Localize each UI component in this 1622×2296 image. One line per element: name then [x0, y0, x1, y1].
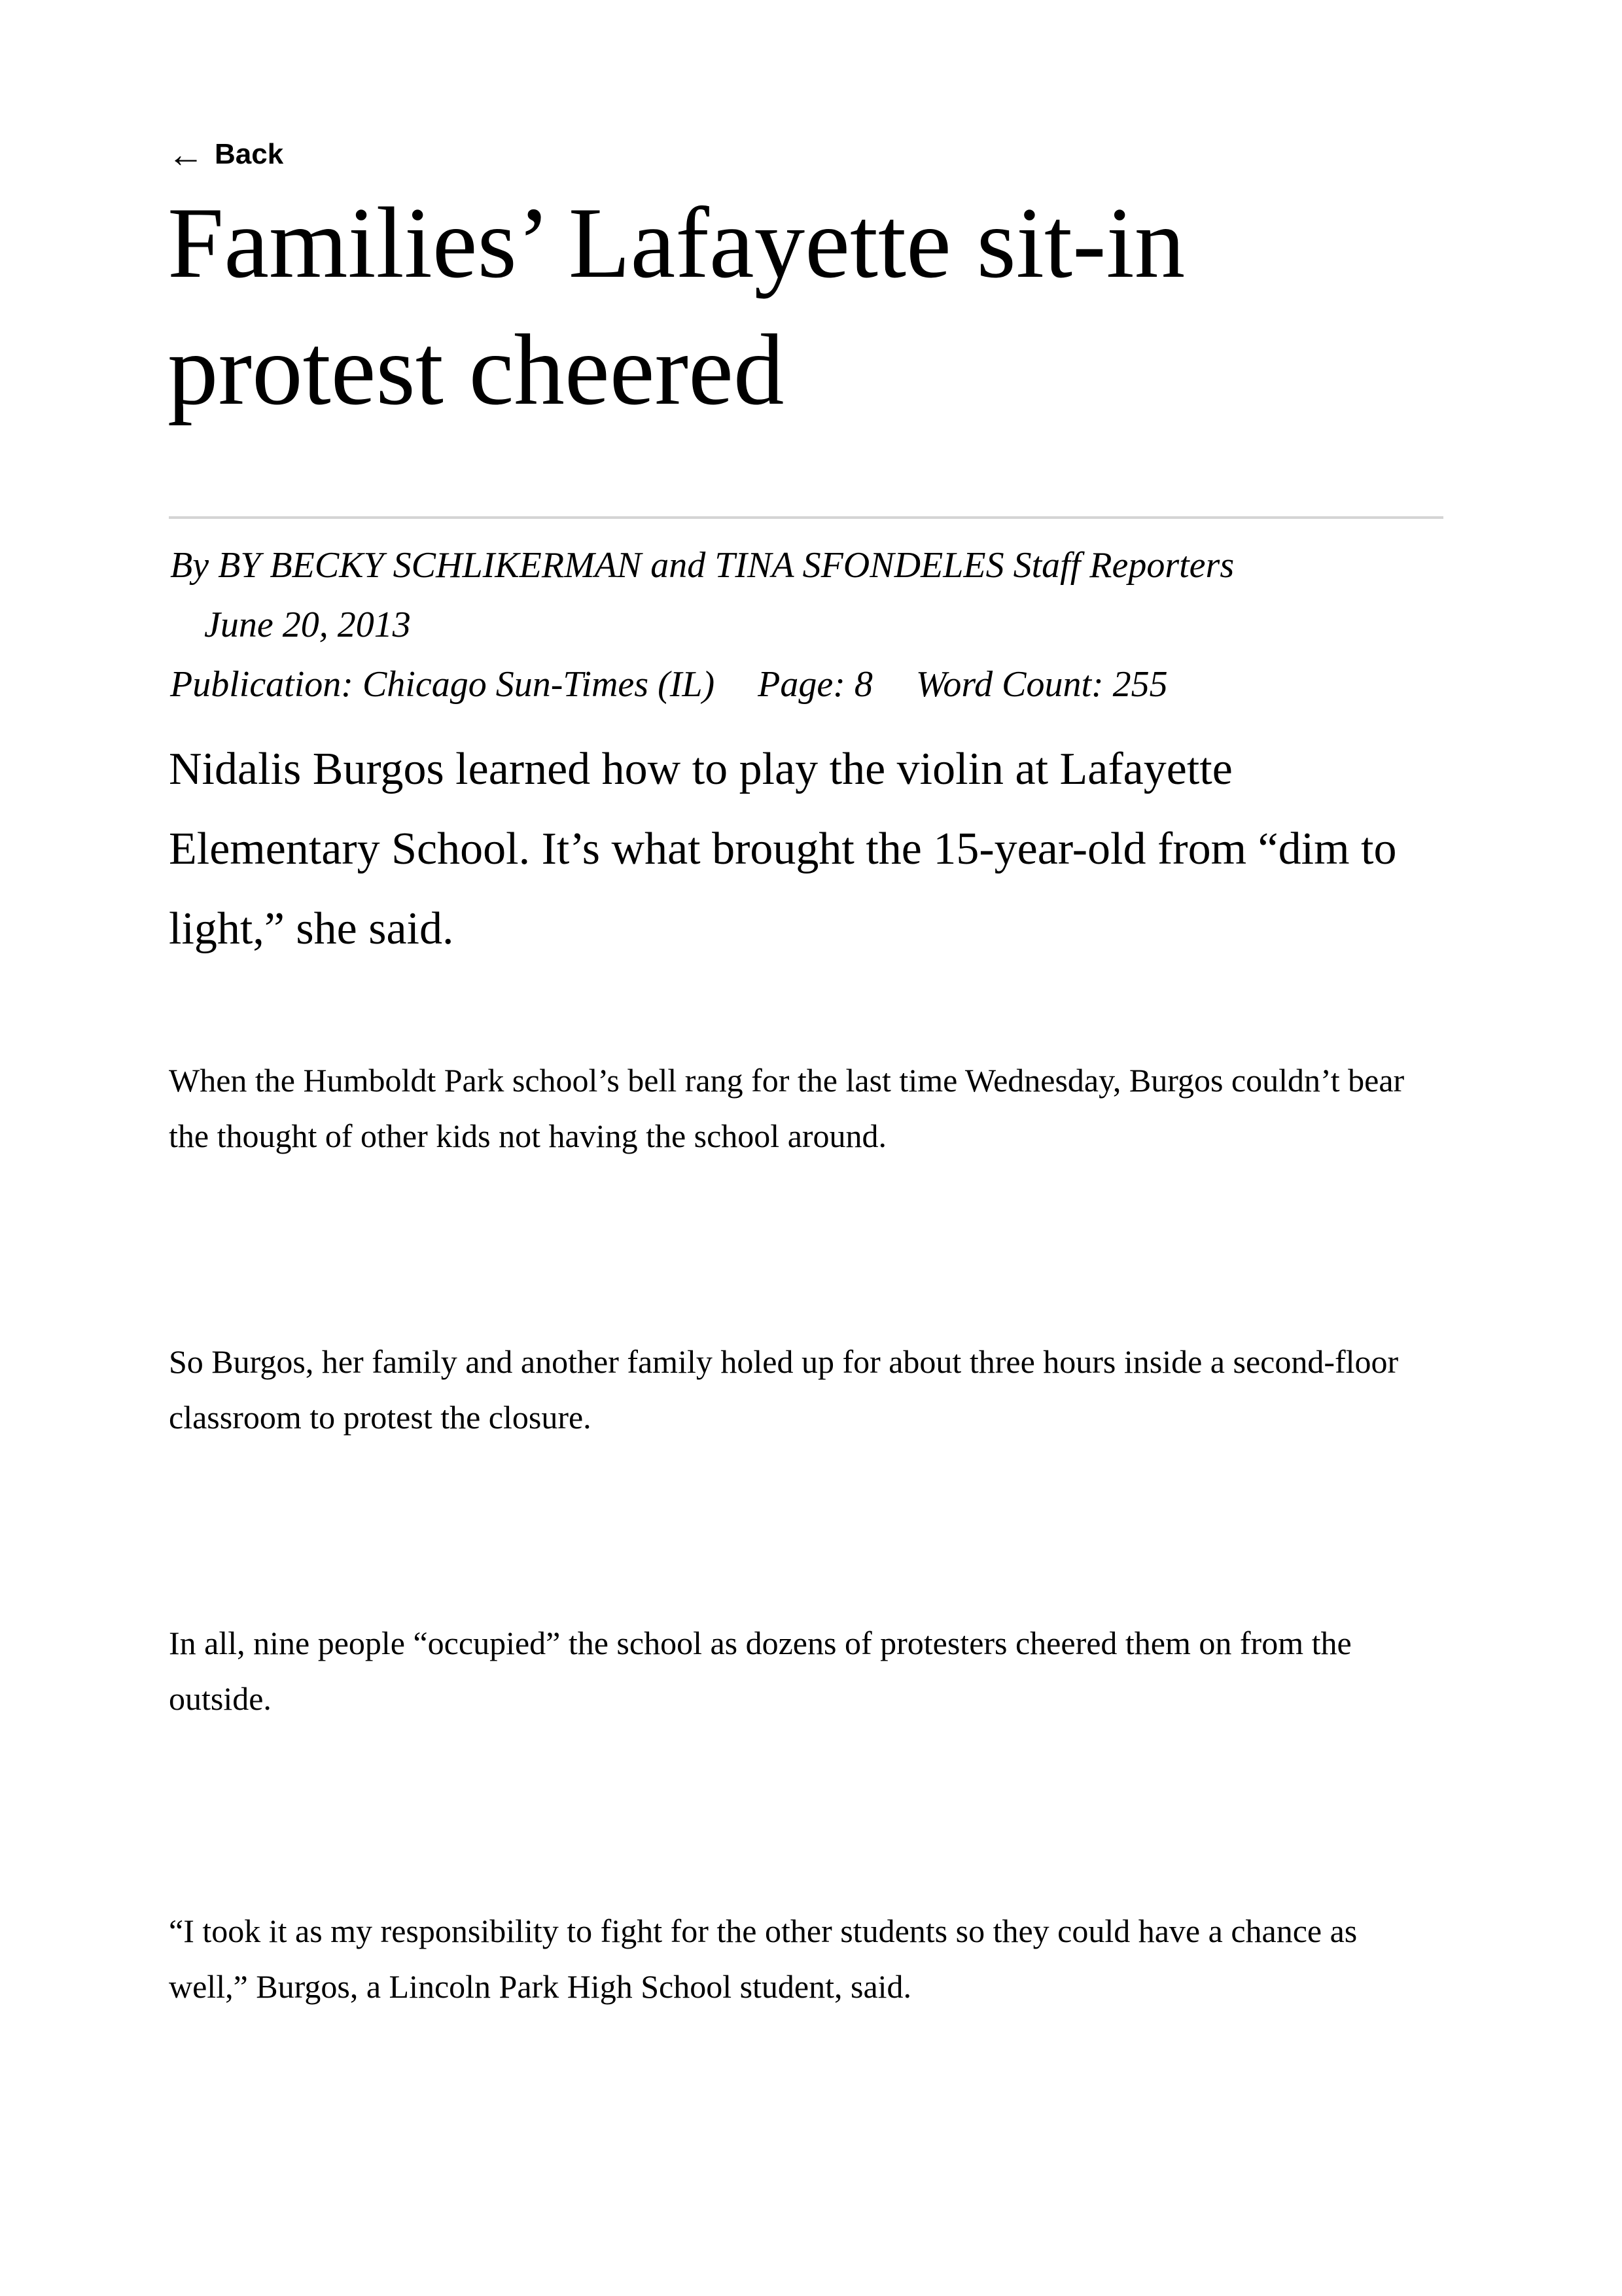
byline-publication: Publication: Chicago Sun-Times (IL): [170, 664, 715, 705]
article-title: Families’ Lafayette sit-in protest cheered: [167, 186, 1186, 426]
back-label: Back: [215, 138, 284, 170]
byline-line-2: [170, 655, 1442, 715]
byline-authors: By BY BECKY SCHLIKERMAN and TINA SFONDELES Staff Reporters: [170, 545, 1235, 586]
body-paragraph: In all, nine people “occupied” the school as dozens of protesters cheered them on from the outside.: [169, 1625, 1352, 1717]
body-paragraph: When the Humboldt Park school’s bell rang for the last time Wednesday, Burgos couldn’t bear the thought of other kids not having the school around.: [169, 1062, 1405, 1154]
byline: [170, 536, 1442, 715]
body-paragraph: “I took it as my responsibility to fight for the other students so they could have a chance as well,” Burgos, a Lincoln Park High School student, said.: [169, 1913, 1358, 2005]
byline-page: Page: 8: [758, 664, 873, 705]
back-arrow-icon: ←: [167, 133, 204, 175]
body-paragraph: So Burgos, her family and another family holed up for about three hours inside a second-floor classroom to protest the closure.: [169, 1343, 1399, 1436]
divider: [169, 516, 1443, 519]
lead-paragraph: Nidalis Burgos learned how to play the violin at Lafayette Elementary School. It’s what brought the 15-year-old from “dim to light,” she said.: [169, 744, 1397, 954]
byline-word-count: Word Count: 255: [915, 664, 1168, 705]
byline-date: June 20, 2013: [204, 605, 411, 645]
byline-line-1: [170, 536, 1442, 655]
back-button[interactable]: [167, 133, 284, 175]
